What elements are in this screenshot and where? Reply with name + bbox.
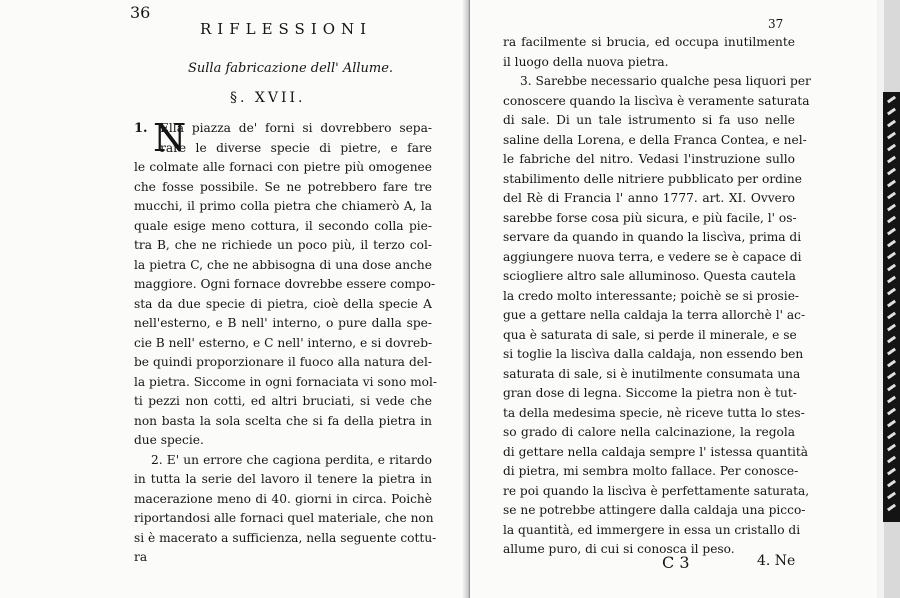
text-line: le fabriche del nitro. Vedasi l'instruzione sullo [503,152,795,166]
edge-mark [887,360,896,368]
edge-mark [887,324,896,332]
drop-capital: N [153,116,187,160]
edge-mark [887,492,896,500]
paragraph-2 [134,451,437,568]
text-line: ta della medesima specie, nè riceve tutta lo stes- [503,405,805,420]
text-line: di pietra, mi sembra molto fallace. Per conosce- [503,464,799,478]
edge-mark [887,204,896,212]
text-line: allume puro, di cui si conosca il peso. [503,542,735,556]
edge-mark [887,300,896,308]
text-line: 3. Sarebbe necessario qualche pesa liquori per [520,74,811,88]
edge-mark [887,228,896,236]
text-line: la credo molto interessante; poichè se si prosie- [503,288,800,303]
text-line: rare le diverse specie di pietre, e fare [160,140,432,155]
text-line: in tutta la serie del lavoro il tenere la pietra in [134,472,432,486]
edge-mark [887,348,896,356]
text-line: mucchi, il primo colla pietra che chiamerò A, la [134,199,432,213]
text-line: del Rè di Francia l' anno 1777. art. XI. Ovvero [503,191,795,205]
edge-mark [887,384,896,392]
edge-mark [887,240,896,248]
text-line: sarebbe forse cosa più sicura, e più facile, l' os- [503,210,797,225]
edge-mark [887,108,896,116]
page-number-left: 36 [130,3,151,22]
text-line: due specie. [134,433,204,447]
edge-mark [887,288,896,296]
section-heading: §. XVII. [230,90,306,106]
edge-mark [887,264,896,272]
text-line: ra [134,550,148,564]
text-line: la pietra. Siccome in ogni fornaciata vi sono mol- [134,374,437,389]
text-line: conoscere quando la liscìva è veramente saturata [503,93,810,108]
text-line: nell'esterno, e B nell' interno, o pure dalla spe- [134,316,432,330]
paragraph-1 [134,116,437,451]
edge-mark [887,456,896,464]
edge-mark [887,156,896,164]
page-number-right: 37 [768,17,784,31]
edge-mark [887,168,896,176]
text-line: aggiungere nuova terra, e vedere se è capace di [503,249,802,264]
text-line: se ne potrebbe attingere dalla caldaja una picco- [503,503,806,517]
edge-mark [887,120,896,128]
text-line: ra facilmente si brucia, ed occupa inutilmente [503,35,795,49]
text-line: di sale. Di un tale istrumento si fa uso nelle [503,113,795,127]
text-line: tra B, che ne richiede un poco più, il terzo col- [134,238,432,252]
edge-mark [887,336,896,344]
text-line: la pietra C, che ne abbisogna di una dose anche [134,257,432,272]
text-line: Ella piazza de' forni si dovrebbero sepa- [160,121,432,135]
text-line: si è macerato a sufficienza, nella seguente cottu- [134,530,437,545]
signature-mark: C 3 [662,553,690,572]
edge-mark [887,480,896,488]
text-line: non basta la sola scelta che si fa della pietra in [134,413,432,428]
text-line: saturata di sale, si è inutilmente consumata una [503,366,801,381]
text-line: si toglie la liscìva dalla caldaja, non essendo ben [503,347,804,361]
text-line: le colmate alle fornaci con pietre più omogenee [134,160,432,174]
edge-mark [887,312,896,320]
edge-mark [887,96,896,104]
edge-mark [887,372,896,380]
text-line: di gettare nella caldaja sempre l' istessa quantità [503,444,809,459]
right-text-column [503,33,811,560]
text-line: gue a gettare nella caldaja la terra allorchè l' ac- [503,308,806,322]
text-line: quale esige meno cottura, il secondo colla pie- [134,218,432,233]
edge-mark [887,192,896,200]
text-line: il luogo della nuova pietra. [503,54,669,69]
edge-mark [887,252,896,260]
catchword: 4. Ne [757,553,796,569]
text-line: maggiore. Ogni fornace dovrebbe essere compo- [134,277,436,291]
text-line: re poi quando la liscìva è perfettamente saturata, [503,483,810,498]
left-text-column [134,116,437,568]
edge-mark [887,216,896,224]
text-line: stabilimento delle nitriere pubblicato per ordine [503,171,802,186]
edge-mark [887,180,896,188]
text-line: riportandosi alle fornaci quel materiale, che non [134,511,434,525]
edge-mark [887,444,896,452]
edge-mark [887,504,896,512]
edge-mark [887,432,896,440]
text-line: be quindi proporzionare il fuoco alla natura del- [134,355,432,369]
text-line: 2. E' un errore che cagiona perdita, e ritardo [151,452,432,467]
subtitle: Sulla fabricazione dell' Allume. [188,61,394,76]
text-line: so grado di calore nella calcinazione, la regola [503,425,795,439]
text-line: macerazione meno di 40. giorni in circa. Poichè [134,491,432,506]
running-title: RIFLESSIONI [200,20,373,38]
page-edge [877,0,900,598]
edge-mark [887,408,896,416]
edge-mark [887,420,896,428]
text-line: qua è saturata di sale, si perde il minerale, e se [503,327,797,342]
edge-mark [887,468,896,476]
text-line: la quantità, ed immergere in essa un cristallo di [503,522,801,537]
fore-edge-pattern [883,92,900,522]
text-line: saline della Lorena, e della Franca Contea, e nel- [503,132,807,147]
text-line: gran dose di legna. Siccome la pietra non è tut- [503,386,797,400]
text-line: ti pezzi non cotti, ed altri bruciati, si vede che [134,394,432,408]
paragraph-1-lines [134,116,437,451]
edge-mark [887,396,896,404]
paragraph-number: 1. [134,121,148,136]
text-line: sciogliere altro sale alluminoso. Questa cautela [503,269,796,283]
edge-mark [887,276,896,284]
text-line: servare da quando in quando la liscìva, prima di [503,230,802,244]
text-line: sta da due specie di pietra, cioè della specie A [134,296,432,311]
edge-mark [887,144,896,152]
edge-mark [887,132,896,140]
text-line: che fosse possibile. Se ne potrebbero fare tre [134,179,432,194]
text-line: cie B nell' esterno, e C nell' interno, e si dovreb- [134,335,433,350]
